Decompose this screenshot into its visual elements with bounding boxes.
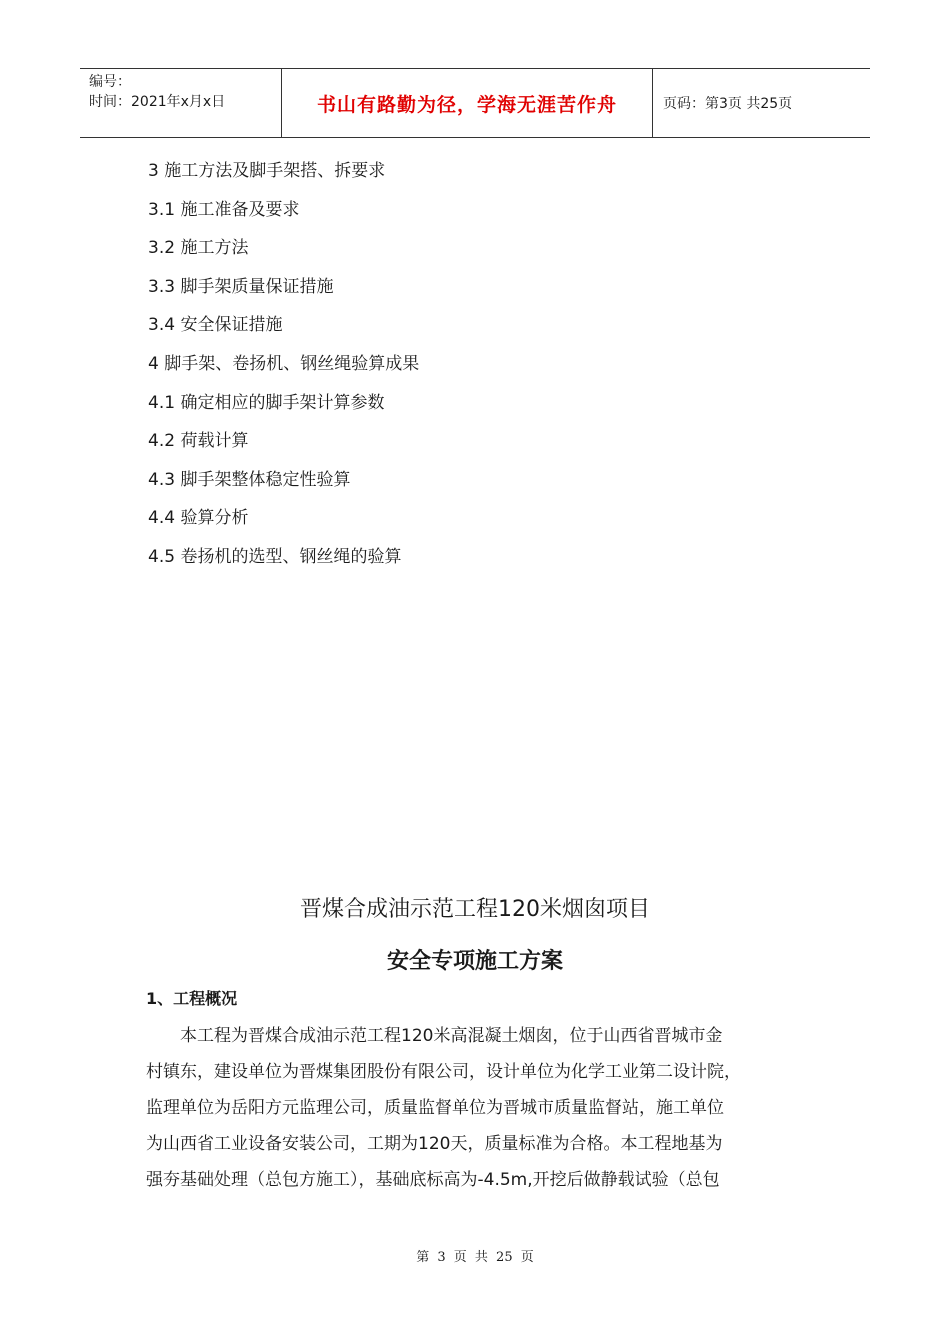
header-page-info: 页码：第3页 共25页 [663, 96, 793, 112]
header-meta [80, 69, 281, 137]
page-footer: 第 3 页 共 25 页 [416, 1250, 534, 1265]
toc-item: 4.2 荷载计算 [148, 431, 249, 452]
toc-item: 4.5 卷扬机的选型、钢丝绳的验算 [148, 546, 402, 567]
toc-item: 3 施工方法及脚手架搭、拆要求 [148, 161, 386, 181]
page-header [80, 68, 870, 138]
paragraph-line: 监理单位为岳阳方元监理公司，质量监督单位为晋城市质量监督站，施工单位 [146, 1098, 724, 1118]
paragraph-line: 强夯基础处理（总包方施工），基础底标高为-4.5m,开挖后做静载试验（总包 [146, 1170, 720, 1190]
project-title: 晋煤合成油示范工程120米烟囱项目 [300, 897, 650, 922]
table-of-contents [148, 156, 419, 581]
toc-item: 4.1 确定相应的脚手架计算参数 [148, 392, 385, 413]
section-heading: 1、工程概况 [146, 989, 238, 1008]
toc-item: 3.1 施工准备及要求 [148, 199, 300, 220]
header-motto: 书山有路勤为径，学海无涯苦作舟 [281, 69, 653, 137]
toc-item: 3.3 脚手架质量保证措施 [148, 276, 334, 297]
toc-item: 4.4 验算分析 [148, 508, 249, 529]
document-number-label: 编号： [89, 74, 131, 90]
paragraph-line: 为山西省工业设备安装公司，工期为120天，质量标准为合格。本工程地基为 [146, 1134, 723, 1154]
toc-item: 4 脚手架、卷扬机、钢丝绳验算成果 [148, 353, 420, 374]
toc-item: 4.3 脚手架整体稳定性验算 [148, 469, 351, 490]
paragraph-line: 本工程为晋煤合成油示范工程120米高混凝土烟囱，位于山西省晋城市金 [180, 1026, 723, 1046]
paragraph-line: 村镇东，建设单位为晋煤集团股份有限公司，设计单位为化学工业第二设计院， [146, 1062, 741, 1082]
body-paragraph [146, 1018, 806, 1198]
document-date-label: 时间：2021年x月x日 [89, 94, 226, 110]
toc-item: 3.2 施工方法 [148, 238, 249, 259]
toc-item: 3.4 安全保证措施 [148, 315, 283, 336]
document-title: 安全专项施工方案 [386, 949, 563, 974]
